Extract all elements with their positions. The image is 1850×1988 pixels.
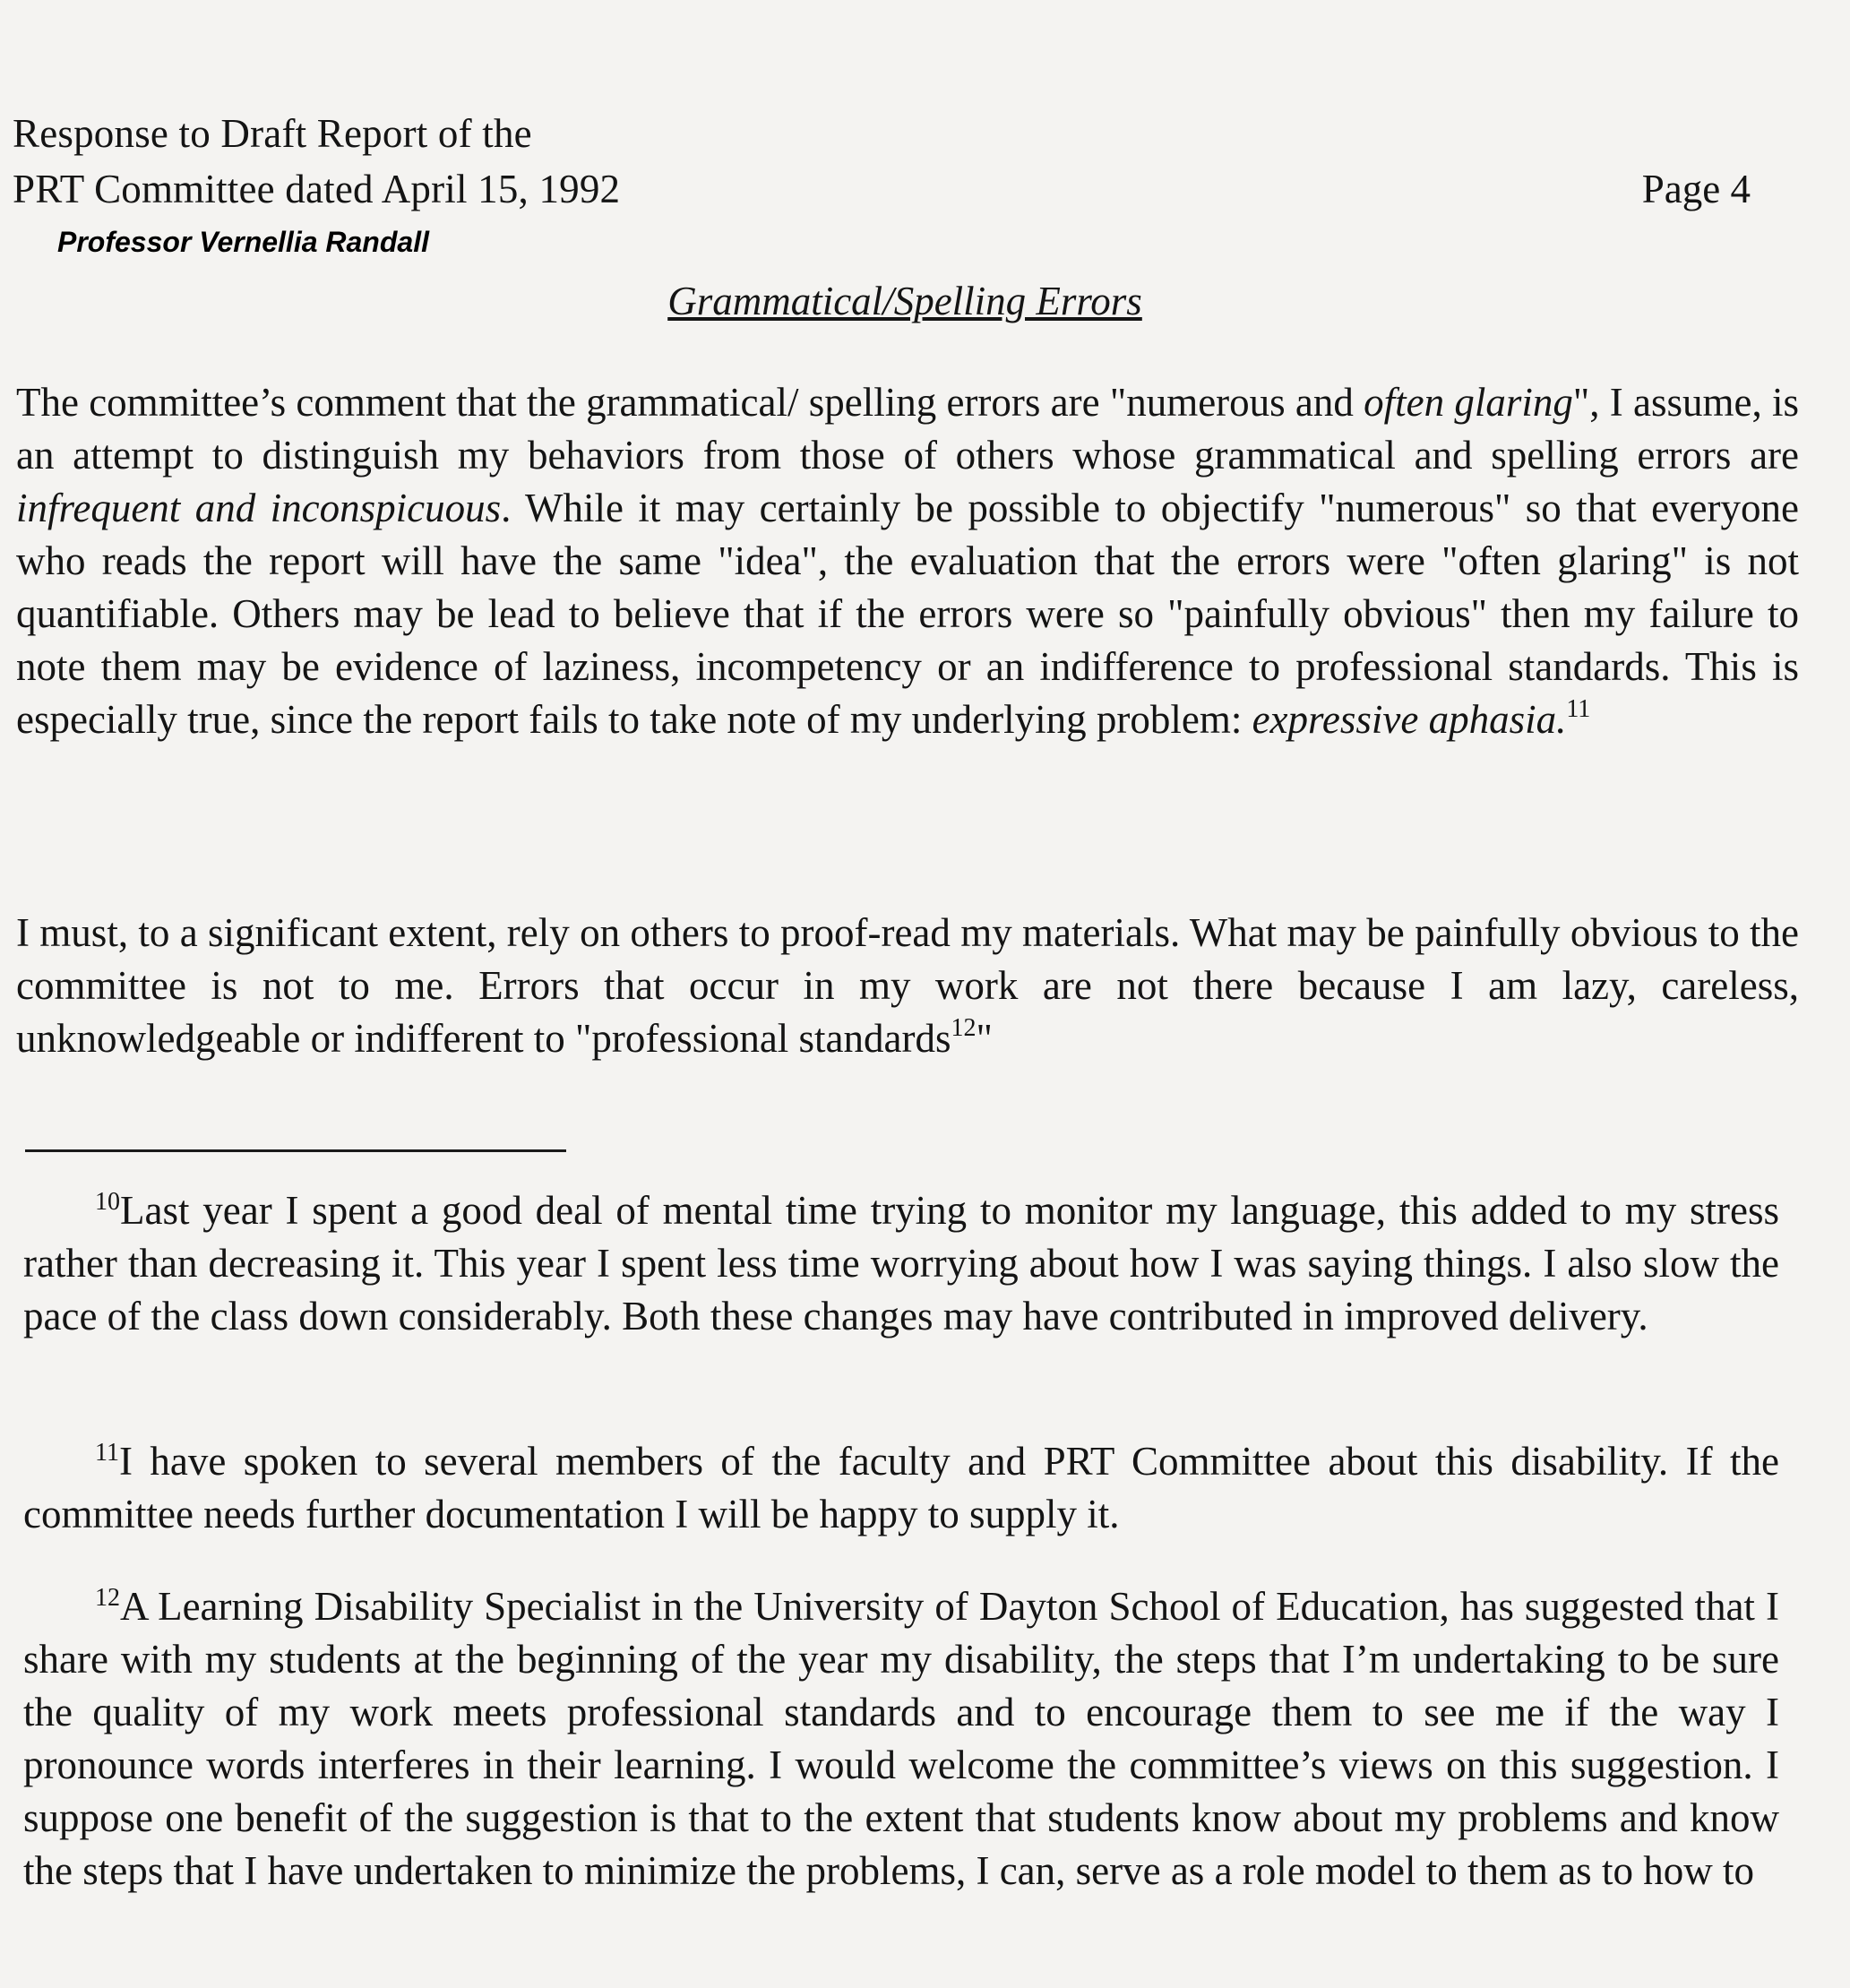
footnote-mark: 12 (95, 1584, 120, 1612)
footnote-reference: 11 (1566, 695, 1591, 723)
paragraph-italic-text: often glaring (1364, 380, 1573, 425)
paragraph-text: . While it may certainly be possible to objectify "numerous" so that everyone who reads the report will have the same "idea", the evaluation that the errors were "often glaring" is not quantifiable. Others may be lead to believe that if the errors were so "painfully obvious" then my failure to note them may be evidence of laziness, incompetency or an indifference to professional standards. This is especially true, since the report fails to take note of my underlying problem: (16, 486, 1799, 742)
page-number: Page 4 (1641, 167, 1751, 211)
author-stamp: Professor Vernellia Randall (57, 226, 429, 258)
footnote-text: I have spoken to several members of the faculty and PRT Committee about this disability. If the committee needs further documentation I will be happy to supply it. (23, 1439, 1779, 1536)
paragraph-text: I must, to a significant extent, rely on others to proof-read my materials. What may be painfully obvious to the committee is not to me. Errors that occur in my work are not there because I am lazy, careless, unknowledgeable or indifferent to "professional standards (16, 910, 1799, 1061)
footnote-text: A Learning Disability Specialist in the University of Dayton School of Education, has suggested that I share with my students at the beginning of the year my disability, the steps that I’m undertaking to be sure the quality of my work meets professional standards and to encourage them to see me if the way I pronounce words interferes in their learning. I would welcome the committee’s views on this suggestion. I suppose one benefit of the suggestion is that to the extent that students know about my problems and know the steps that I have undertaken to minimize the problems, I can, serve as a role model to them as to how to (23, 1584, 1779, 1893)
closing-quote: " (976, 1016, 993, 1061)
paragraph-italic-text: expressive aphasia. (1252, 697, 1567, 742)
footnote-text: Last year I spent a good deal of mental time trying to monitor my language, this added to my stress rather than decreasing it. This year I spent less time worrying about how I was saying things. I also slow the pace of the class down considerably. Both these changes may have contributed in improved delivery. (23, 1188, 1779, 1338)
header-line-2: PRT Committee dated April 15, 1992 (13, 167, 621, 211)
paragraph-text: The committee’s comment that the grammatical/ spelling errors are "numerous and (16, 380, 1364, 425)
section-title: Grammatical/Spelling Errors (667, 279, 1142, 323)
footnote-11 (23, 1435, 1779, 1541)
footnote-divider (25, 1149, 566, 1152)
footnote-mark: 11 (95, 1439, 119, 1467)
document-header (13, 106, 1804, 217)
body-paragraph-2 (16, 907, 1799, 1065)
footnote-mark: 10 (95, 1188, 120, 1216)
header-line-1: Response to Draft Report of the (13, 111, 532, 156)
paragraph-italic-text: infrequent and inconspicuous (16, 486, 502, 530)
paragraph-text: ", I assume, is an attempt to distinguish my behaviors from those of others whose grammatical and spelling errors are (16, 380, 1800, 478)
footnote-12 (23, 1580, 1779, 1898)
footnote-10 (23, 1184, 1779, 1343)
body-paragraph-1 (16, 376, 1799, 746)
footnote-reference: 12 (951, 1014, 977, 1042)
